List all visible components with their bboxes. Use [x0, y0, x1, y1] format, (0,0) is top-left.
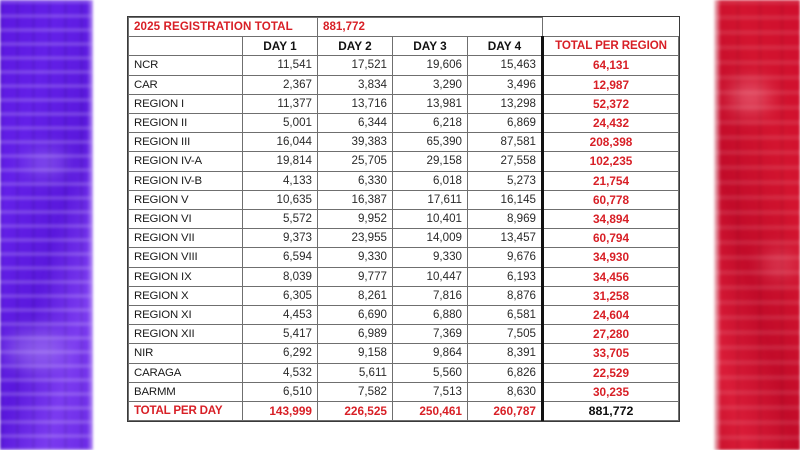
cell-day2: 17,521 [318, 56, 393, 75]
cell-day1: 16,044 [243, 133, 318, 152]
cell-day1: 2,367 [243, 75, 318, 94]
cell-region-name: CAR [129, 75, 243, 94]
cell-day3: 17,611 [393, 190, 468, 209]
cell-day3: 9,330 [393, 248, 468, 267]
table-row [129, 363, 679, 382]
total-per-day-row [129, 402, 679, 421]
cell-day2: 9,158 [318, 344, 393, 363]
cell-total-per-region: 34,894 [543, 210, 679, 229]
cell-region-name: CARAGA [129, 363, 243, 382]
cell-day2: 9,330 [318, 248, 393, 267]
cell-region-name: REGION III [129, 133, 243, 152]
cell-region-name: REGION IV-A [129, 152, 243, 171]
cell-day4: 8,876 [468, 286, 543, 305]
cell-day2: 6,330 [318, 171, 393, 190]
cell-day4: 5,273 [468, 171, 543, 190]
cell-total-per-region: 34,456 [543, 267, 679, 286]
cell-day4: 9,676 [468, 248, 543, 267]
cell-day2: 3,834 [318, 75, 393, 94]
table-row [129, 306, 679, 325]
cell-day1: 5,001 [243, 114, 318, 133]
cell-region-name: NCR [129, 56, 243, 75]
cell-total-per-region: 12,987 [543, 75, 679, 94]
table-header-row [129, 37, 679, 56]
cell-region-name: REGION VIII [129, 248, 243, 267]
right-backdrop-image [714, 0, 800, 450]
cell-region-name: REGION XII [129, 325, 243, 344]
cell-day4: 16,145 [468, 190, 543, 209]
cell-day3: 10,401 [393, 210, 468, 229]
cell-day4: 27,558 [468, 152, 543, 171]
cell-total-per-region: 102,235 [543, 152, 679, 171]
cell-day1: 11,377 [243, 94, 318, 113]
table-title: 2025 REGISTRATION TOTAL [129, 18, 318, 37]
total-per-day-day2: 226,525 [318, 402, 393, 421]
cell-day1: 6,510 [243, 382, 318, 401]
cell-day1: 11,541 [243, 56, 318, 75]
cell-day1: 4,453 [243, 306, 318, 325]
cell-total-per-region: 24,432 [543, 114, 679, 133]
table-row [129, 133, 679, 152]
cell-day4: 8,630 [468, 382, 543, 401]
table-footer [129, 402, 679, 421]
column-header-day3: DAY 3 [393, 37, 468, 56]
right-backdrop-texture [714, 0, 800, 450]
cell-region-name: REGION IV-B [129, 171, 243, 190]
cell-day4: 13,457 [468, 229, 543, 248]
cell-day2: 8,261 [318, 286, 393, 305]
cell-day1: 19,814 [243, 152, 318, 171]
table-row [129, 152, 679, 171]
cell-day2: 5,611 [318, 363, 393, 382]
left-backdrop-highlight-2 [24, 150, 68, 176]
table-row [129, 325, 679, 344]
cell-total-per-region: 208,398 [543, 133, 679, 152]
cell-total-per-region: 64,131 [543, 56, 679, 75]
left-backdrop-edge-fade [87, 0, 93, 450]
cell-day3: 65,390 [393, 133, 468, 152]
column-header-region [129, 37, 243, 56]
cell-day1: 8,039 [243, 267, 318, 286]
cell-day2: 16,387 [318, 190, 393, 209]
cell-day4: 87,581 [468, 133, 543, 152]
cell-day3: 7,513 [393, 382, 468, 401]
registration-table-container [128, 17, 666, 421]
cell-total-per-region: 60,778 [543, 190, 679, 209]
cell-day2: 9,952 [318, 210, 393, 229]
cell-day4: 6,193 [468, 267, 543, 286]
cell-day3: 5,560 [393, 363, 468, 382]
cell-day1: 5,572 [243, 210, 318, 229]
cell-day3: 14,009 [393, 229, 468, 248]
cell-day1: 9,373 [243, 229, 318, 248]
table-title-row [129, 18, 679, 37]
cell-day2: 39,383 [318, 133, 393, 152]
table-row [129, 229, 679, 248]
cell-day2: 6,989 [318, 325, 393, 344]
total-per-day-label: TOTAL PER DAY [129, 402, 243, 421]
cell-total-per-region: 33,705 [543, 344, 679, 363]
table-row [129, 190, 679, 209]
cell-day1: 6,594 [243, 248, 318, 267]
cell-day1: 5,417 [243, 325, 318, 344]
cell-day3: 29,158 [393, 152, 468, 171]
cell-day4: 3,496 [468, 75, 543, 94]
cell-day3: 19,606 [393, 56, 468, 75]
right-backdrop-highlight-2 [762, 250, 798, 278]
cell-day4: 13,298 [468, 94, 543, 113]
cell-day1: 4,532 [243, 363, 318, 382]
table-row [129, 210, 679, 229]
cell-day3: 7,816 [393, 286, 468, 305]
cell-day2: 7,582 [318, 382, 393, 401]
column-header-day4: DAY 4 [468, 37, 543, 56]
table-row [129, 94, 679, 113]
cell-total-per-region: 27,280 [543, 325, 679, 344]
total-per-day-day1: 143,999 [243, 402, 318, 421]
total-per-day-day4: 260,787 [468, 402, 543, 421]
table-row [129, 171, 679, 190]
cell-day1: 6,292 [243, 344, 318, 363]
grand-total-header: 881,772 [318, 18, 543, 37]
grand-total-value: 881,772 [543, 402, 679, 421]
registration-table [128, 17, 679, 421]
cell-total-per-region: 60,794 [543, 229, 679, 248]
cell-total-per-region: 30,235 [543, 382, 679, 401]
cell-day2: 6,344 [318, 114, 393, 133]
cell-day4: 8,969 [468, 210, 543, 229]
cell-total-per-region: 21,754 [543, 171, 679, 190]
table-row [129, 56, 679, 75]
cell-day1: 10,635 [243, 190, 318, 209]
cell-day2: 25,705 [318, 152, 393, 171]
cell-region-name: REGION I [129, 94, 243, 113]
column-header-day1: DAY 1 [243, 37, 318, 56]
cell-day2: 9,777 [318, 267, 393, 286]
table-row [129, 248, 679, 267]
cell-day3: 6,880 [393, 306, 468, 325]
cell-day3: 6,218 [393, 114, 468, 133]
cell-day1: 4,133 [243, 171, 318, 190]
cell-day2: 6,690 [318, 306, 393, 325]
right-backdrop-edge-fade [714, 0, 721, 450]
left-backdrop-highlight [6, 330, 66, 370]
cell-total-per-region: 52,372 [543, 94, 679, 113]
cell-day4: 7,505 [468, 325, 543, 344]
cell-region-name: REGION II [129, 114, 243, 133]
cell-day3: 7,369 [393, 325, 468, 344]
cell-region-name: REGION X [129, 286, 243, 305]
cell-region-name: REGION IX [129, 267, 243, 286]
cell-region-name: REGION V [129, 190, 243, 209]
cell-region-name: REGION VI [129, 210, 243, 229]
table-row [129, 267, 679, 286]
cell-region-name: REGION VII [129, 229, 243, 248]
table-row [129, 344, 679, 363]
column-header-day2: DAY 2 [318, 37, 393, 56]
left-backdrop-image [0, 0, 93, 450]
table-row [129, 286, 679, 305]
total-per-day-day3: 250,461 [393, 402, 468, 421]
right-backdrop-highlight [730, 80, 770, 114]
column-header-total-per-region: TOTAL PER REGION [543, 37, 679, 56]
cell-day2: 23,955 [318, 229, 393, 248]
table-row [129, 382, 679, 401]
cell-region-name: NIR [129, 344, 243, 363]
table-row [129, 114, 679, 133]
cell-day3: 13,981 [393, 94, 468, 113]
cell-day1: 6,305 [243, 286, 318, 305]
cell-day3: 9,864 [393, 344, 468, 363]
cell-region-name: REGION XI [129, 306, 243, 325]
cell-day4: 6,826 [468, 363, 543, 382]
cell-total-per-region: 24,604 [543, 306, 679, 325]
cell-day4: 15,463 [468, 56, 543, 75]
cell-day4: 6,581 [468, 306, 543, 325]
table-row [129, 75, 679, 94]
cell-day3: 10,447 [393, 267, 468, 286]
cell-day3: 3,290 [393, 75, 468, 94]
cell-day4: 6,869 [468, 114, 543, 133]
cell-day3: 6,018 [393, 171, 468, 190]
left-backdrop-texture [0, 0, 93, 450]
cell-total-per-region: 34,930 [543, 248, 679, 267]
cell-day4: 8,391 [468, 344, 543, 363]
cell-total-per-region: 31,258 [543, 286, 679, 305]
cell-region-name: BARMM [129, 382, 243, 401]
cell-day2: 13,716 [318, 94, 393, 113]
cell-total-per-region: 22,529 [543, 363, 679, 382]
